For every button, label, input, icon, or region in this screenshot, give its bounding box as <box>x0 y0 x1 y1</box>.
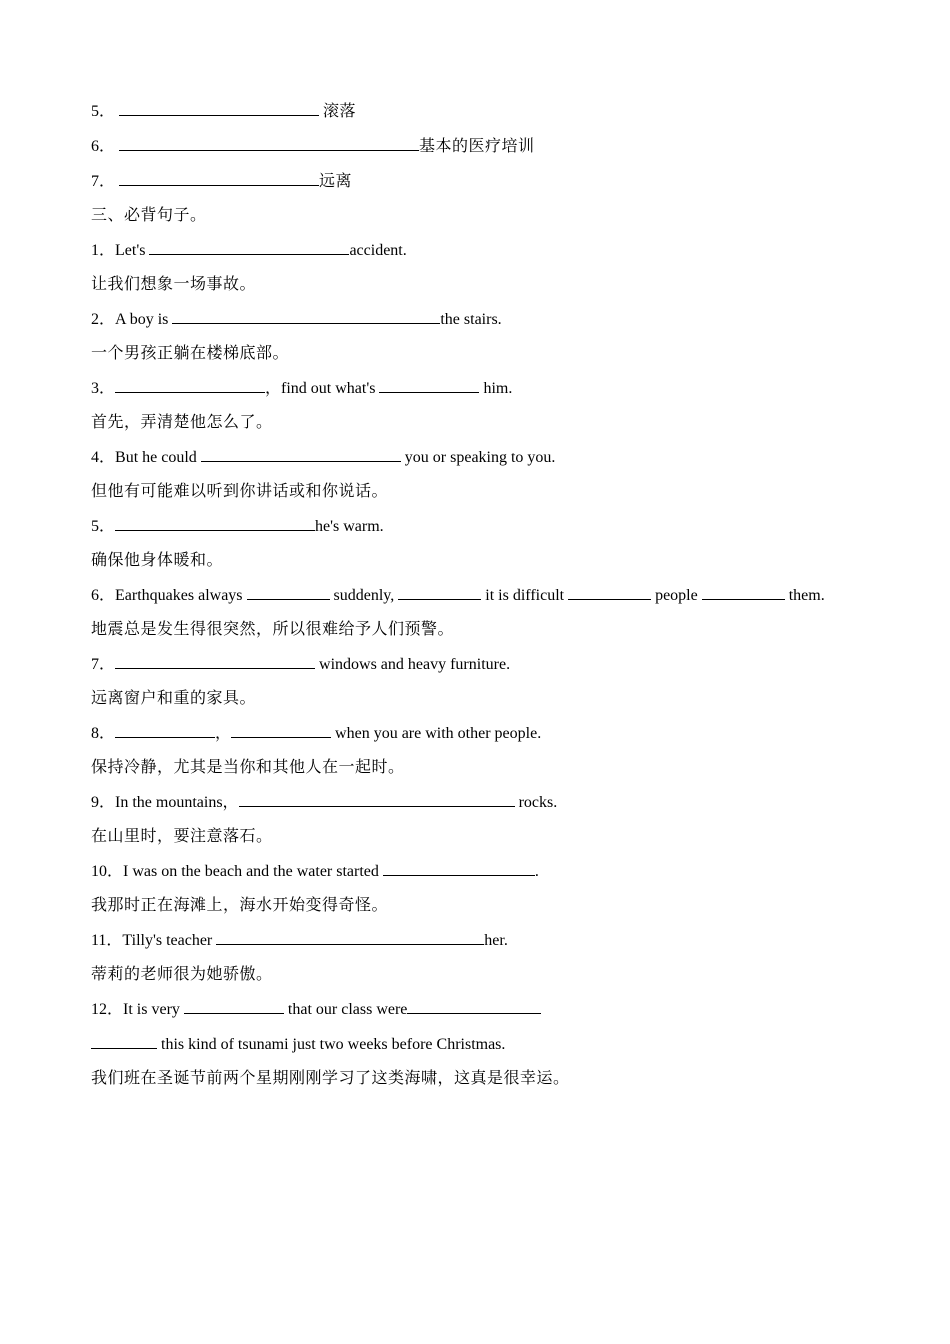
vocab-item-5 <box>91 100 356 124</box>
sentence-text: this kind of tsunami just two weeks before Christmas. <box>157 1036 506 1053</box>
chinese-hint: 远离 <box>319 173 353 190</box>
answer-blank[interactable] <box>239 791 515 807</box>
sentence-5 <box>91 515 384 539</box>
section-title: 三、必背句子。 <box>91 207 207 224</box>
vocab-item-7 <box>91 170 352 194</box>
answer-blank[interactable] <box>115 653 315 669</box>
translation-9: 在山里时，要注意落石。 <box>91 828 273 845</box>
sentence-text: when you are with other people. <box>331 725 542 742</box>
sentence-text: her. <box>484 932 508 949</box>
sentence-2 <box>91 308 502 332</box>
answer-blank[interactable] <box>216 929 484 945</box>
translation-6: 地震总是发生得很突然，所以很难给予人们预警。 <box>91 621 455 638</box>
sentence-text: windows and heavy furniture. <box>315 656 511 673</box>
translation-7: 远离窗户和重的家具。 <box>91 690 257 707</box>
translation-1: 让我们想象一场事故。 <box>91 276 257 293</box>
sentence-text: suddenly, <box>329 587 399 604</box>
translation-4: 但他有可能难以听到你讲话或和你说话。 <box>91 483 389 500</box>
translation-10: 我那时正在海滩上，海水开始变得奇怪。 <box>91 897 389 914</box>
sentence-text: Earthquakes always <box>115 587 247 604</box>
item-number: 5． <box>91 103 116 120</box>
sentence-text: he's warm. <box>315 518 384 535</box>
sentence-text: rocks. <box>514 794 558 811</box>
item-number: 9． <box>91 794 116 811</box>
sentence-text: that our class were <box>283 1001 408 1018</box>
sentence-11 <box>91 929 508 953</box>
chinese-hint: 基本的医疗培训 <box>419 138 535 155</box>
sentence-text: the stairs. <box>440 311 502 328</box>
sentence-8 <box>91 722 541 746</box>
sentence-12 <box>91 998 541 1022</box>
answer-blank[interactable] <box>172 308 440 324</box>
chinese-hint: 滚落 <box>323 103 357 120</box>
answer-blank[interactable] <box>115 722 215 738</box>
answer-blank[interactable] <box>398 584 481 600</box>
sentence-text: In the mountains， <box>115 794 239 811</box>
translation-12: 我们班在圣诞节前两个星期刚刚学习了这类海啸，这真是很幸运。 <box>91 1070 570 1087</box>
sentence-text: ， <box>215 725 232 742</box>
vocab-item-6 <box>91 135 535 159</box>
item-number: 10． <box>91 863 124 880</box>
sentence-9 <box>91 791 557 815</box>
sentence-12-continued <box>91 1033 505 1057</box>
translation-8: 保持冷静，尤其是当你和其他人在一起时。 <box>91 759 405 776</box>
sentence-text: him. <box>479 380 513 397</box>
item-number: 2． <box>91 311 116 328</box>
sentence-text: Tilly's teacher <box>122 932 217 949</box>
sentence-10 <box>91 860 539 884</box>
answer-blank[interactable] <box>379 377 479 393</box>
sentence-7 <box>91 653 510 677</box>
sentence-text: It is very <box>123 1001 184 1018</box>
sentence-4 <box>91 446 555 470</box>
item-number: 4． <box>91 449 116 466</box>
item-number: 1． <box>91 242 116 259</box>
translation-3: 首先，弄清楚他怎么了。 <box>91 414 273 431</box>
sentence-text: you or speaking to you. <box>400 449 556 466</box>
sentence-text: people <box>651 587 702 604</box>
item-number: 11． <box>91 932 123 949</box>
answer-blank[interactable] <box>184 998 284 1014</box>
sentence-text: Let's <box>115 242 150 259</box>
answer-blank[interactable] <box>702 584 785 600</box>
item-number: 7． <box>91 656 116 673</box>
sentence-text: ，find out what's <box>265 380 380 397</box>
sentence-text: . <box>534 863 539 880</box>
item-number: 12． <box>91 1001 124 1018</box>
answer-blank[interactable] <box>119 135 419 151</box>
answer-blank[interactable] <box>201 446 401 462</box>
item-number: 6． <box>91 587 116 604</box>
answer-blank[interactable] <box>407 998 541 1014</box>
item-number: 8． <box>91 725 116 742</box>
sentence-3 <box>91 377 512 401</box>
sentence-text: But he could <box>115 449 201 466</box>
translation-11: 蒂莉的老师很为她骄傲。 <box>91 966 273 983</box>
translation-5: 确保他身体暖和。 <box>91 552 224 569</box>
answer-blank[interactable] <box>115 515 315 531</box>
answer-blank[interactable] <box>231 722 331 738</box>
answer-blank[interactable] <box>149 239 349 255</box>
sentence-text: it is difficult <box>481 587 569 604</box>
sentence-text: accident. <box>349 242 407 259</box>
sentence-1 <box>91 239 407 263</box>
sentence-text: A boy is <box>115 311 173 328</box>
answer-blank[interactable] <box>119 170 319 186</box>
answer-blank[interactable] <box>115 377 265 393</box>
translation-2: 一个男孩正躺在楼梯底部。 <box>91 345 290 362</box>
answer-blank[interactable] <box>91 1033 157 1049</box>
answer-blank[interactable] <box>568 584 651 600</box>
sentence-text: I was on the beach and the water started <box>123 863 383 880</box>
item-number: 6． <box>91 138 116 155</box>
item-number: 5． <box>91 518 116 535</box>
answer-blank[interactable] <box>383 860 535 876</box>
answer-blank[interactable] <box>119 100 319 116</box>
sentence-6 <box>91 584 825 608</box>
item-number: 3． <box>91 380 116 397</box>
item-number: 7． <box>91 173 116 190</box>
answer-blank[interactable] <box>247 584 330 600</box>
sentence-text: them. <box>784 587 825 604</box>
